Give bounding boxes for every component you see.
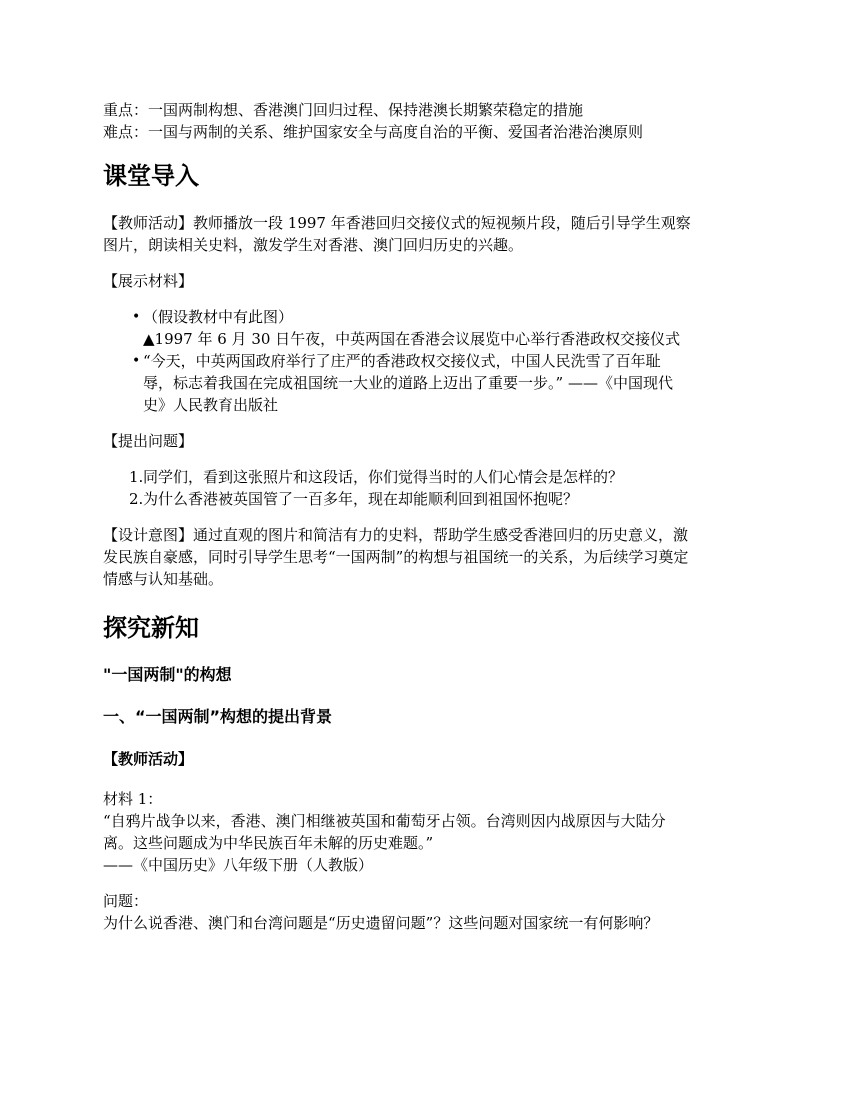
bullet-icon: • <box>132 353 141 369</box>
explore-heading: 探究新知 <box>103 614 199 642</box>
list-item <box>129 488 758 510</box>
materials-list <box>103 306 758 416</box>
question-number: 1. <box>129 468 144 486</box>
material-2-line-2: 辱，标志着我国在完成祖国统一大业的道路上迈出了重要一步。” ——《中国现代 <box>143 374 673 392</box>
key-points: 重点：一国两制构想、香港澳门回归过程、保持港澳长期繁荣稳定的措施 <box>103 101 584 119</box>
material-1-line-1: （假设教材中有此图） <box>143 308 294 326</box>
material-2-line-3: 史》人民教育出版社 <box>143 396 279 414</box>
explore-question <box>103 890 758 934</box>
material-1-label: 材料 1： <box>103 790 163 808</box>
design-intent-line-2: 发民族自豪感，同时引导学生思考“一国两制”的构想与祖国统一的关系，为后续学习奠定 <box>103 548 689 566</box>
design-intent-line-3: 情感与认知基础。 <box>103 570 224 588</box>
design-intent <box>103 524 758 590</box>
design-intent-line-1: 【设计意图】通过直观的图片和简洁有力的史料，帮助学生感受香港回归的历史意义，激 <box>103 526 689 544</box>
explore-teacher-activity-label: 【教师活动】 <box>103 750 194 768</box>
intro-teacher-activity-line-2: 图片，朗读相关史料，激发学生对香港、澳门回归历史的兴趣。 <box>103 236 524 254</box>
question-text: 同学们，看到这张照片和这段话，你们觉得当时的人们心情会是怎样的？ <box>143 468 624 486</box>
list-item <box>132 350 758 416</box>
question-text: 为什么香港被英国管了一百多年，现在却能顺利回到祖国怀抱呢？ <box>143 490 579 508</box>
question-text: 为什么说香港、澳门和台湾问题是“历史遗留问题”？这些问题对国家统一有何影响？ <box>103 914 659 932</box>
materials-label: 【展示材料】 <box>103 272 194 290</box>
material-1-source: ——《中国历史》八年级下册（人教版） <box>103 856 374 874</box>
list-item <box>132 306 758 350</box>
material-2-line-1: “今天，中英两国政府举行了庄严的香港政权交接仪式，中国人民洗雪了百年耻 <box>143 352 661 370</box>
document-content <box>103 99 758 934</box>
intro-heading: 课堂导入 <box>103 162 199 190</box>
list-item <box>129 466 758 488</box>
material-1-text-line-2: 离。这些问题成为中华民族百年未解的历史难题。” <box>103 834 434 852</box>
intro-teacher-activity-line-1: 【教师活动】教师播放一段 1997 年香港回归交接仪式的短视频片段，随后引导学生观察 <box>103 214 691 232</box>
explore-subheading: "一国两制"的构想 <box>103 665 232 684</box>
material-1 <box>103 788 758 876</box>
questions-label: 【提出问题】 <box>103 432 194 450</box>
question-number: 2. <box>129 490 144 508</box>
intro-teacher-activity <box>103 212 758 256</box>
difficult-points: 难点：一国与两制的关系、维护国家安全与高度自治的平衡、爱国者治港治澳原则 <box>103 123 644 141</box>
bullet-icon: • <box>132 309 141 325</box>
section-title: 一、“一国两制”构想的提出背景 <box>103 707 333 726</box>
questions-list <box>103 466 758 510</box>
material-1-text-line-1: “自鸦片战争以来，香港、澳门相继被英国和葡萄牙占领。台湾则因内战原因与大陆分 <box>103 812 666 830</box>
question-label: 问题： <box>103 892 149 910</box>
material-1-line-2: ▲1997 年 6 月 30 日午夜，中英两国在香港会议展览中心举行香港政权交接仪式 <box>143 330 681 348</box>
